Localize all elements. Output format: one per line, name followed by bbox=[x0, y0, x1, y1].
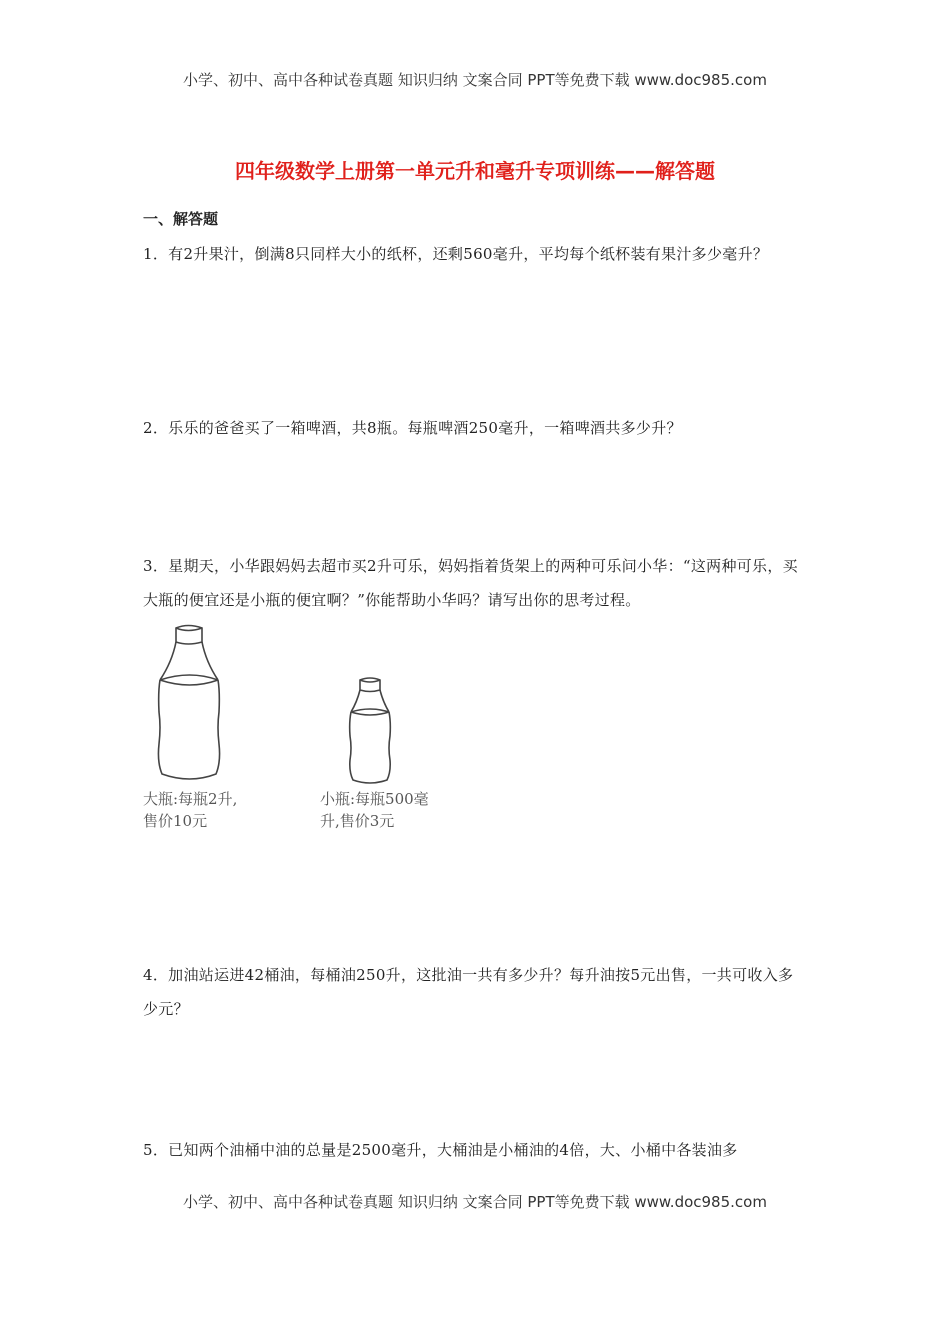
section-heading: 一、解答题 bbox=[143, 210, 219, 228]
big-caption-line1: 大瓶:每瓶2升, bbox=[143, 790, 238, 808]
big-bottle-illustration bbox=[150, 622, 230, 790]
question-5: 5．已知两个油桶中油的总量是2500毫升，大桶油是小桶油的4倍，大、小桶中各装油多 bbox=[143, 1141, 738, 1159]
question-2: 2．乐乐的爸爸买了一箱啤酒，共8瓶。每瓶啤酒250毫升，一箱啤酒共多少升？ bbox=[143, 419, 682, 437]
page-footer: 小学、初中、高中各种试卷真题 知识归纳 文案合同 PPT等免费下载 www.doc985.com bbox=[183, 1193, 767, 1211]
question-4: 4．加油站运进42桶油，每桶油250升，这批油一共有多少升？每升油按5元出售，一共可收入多少元？ bbox=[143, 966, 794, 1018]
small-bottle-caption bbox=[320, 788, 429, 832]
big-bottle-caption bbox=[143, 788, 237, 832]
small-caption-line2: 升,售价3元 bbox=[320, 812, 395, 830]
small-caption-line1: 小瓶:每瓶500毫 bbox=[320, 790, 429, 808]
page-header: 小学、初中、高中各种试卷真题 知识归纳 文案合同 PPT等免费下载 www.doc985.com bbox=[183, 71, 767, 89]
question-1: 1．有2升果汁，倒满8只同样大小的纸杯，还剩560毫升，平均每个纸杯装有果汁多少毫升？ bbox=[143, 245, 769, 263]
question-3: 3．星期天，小华跟妈妈去超市买2升可乐，妈妈指着货架上的两种可乐问小华：“这两种可乐，买大瓶的便宜还是小瓶的便宜啊？”你能帮助小华吗？请写出你的思考过程。 bbox=[143, 557, 798, 609]
small-bottle-illustration bbox=[345, 676, 395, 788]
big-caption-line2: 售价10元 bbox=[143, 812, 208, 830]
page-title: 四年级数学上册第一单元升和毫升专项训练——解答题 bbox=[235, 159, 715, 183]
